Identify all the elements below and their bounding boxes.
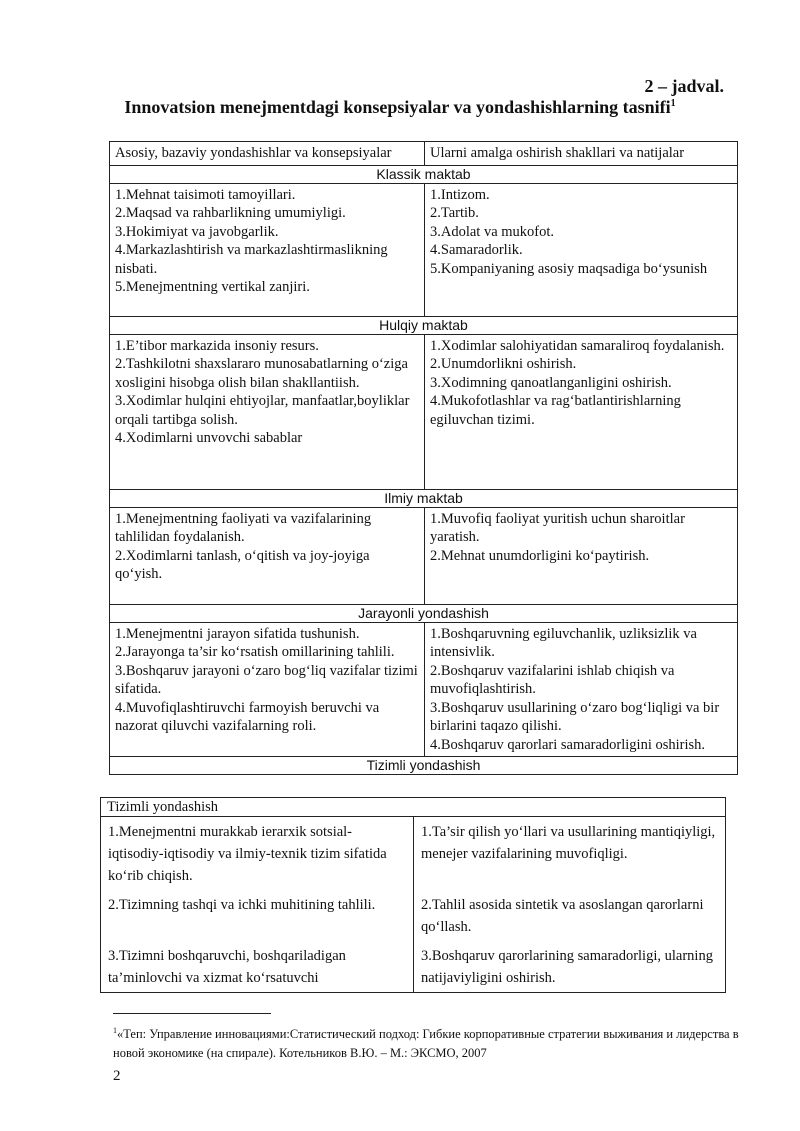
list-item: 1.E’tibor markazida insoniy resurs.	[115, 337, 319, 354]
section-row	[110, 489, 738, 507]
list-item: 2.Unumdorlikni oshirish.	[430, 356, 577, 372]
list-item: 1.Menejmentni jarayon sifatida tushunish.	[115, 625, 360, 642]
header-col1: Asosiy, bazaviy yondashishlar va konsepsiyalar	[110, 142, 425, 166]
list-item: 3.Boshqaruv jarayoni o‘zaro bog‘liq vazifalar tizimi sifatida.	[115, 662, 418, 697]
footnote-divider	[113, 1013, 271, 1014]
result-cell: 3.Boshqaruv qarorlarining samaradorligi, ularning natijaviyligini oshirish.	[414, 941, 726, 993]
result-cell	[425, 334, 738, 489]
list-item: 2.Jarayonga ta’sir ko‘rsatish omillarining tahlili.	[115, 644, 395, 660]
list-item: 1.Boshqaruvning egiluvchanlik, uzliksizlik va intensivlik.	[430, 625, 697, 660]
approach-cell	[110, 622, 425, 757]
approach-cell	[110, 334, 425, 489]
table-title	[0, 97, 800, 118]
list-item: 1.Muvofiq faoliyat yuritish uchun sharoitlar yaratish.	[430, 510, 685, 545]
section-title: Jarayonli yondashish	[110, 604, 738, 622]
list-item: 4.Markazlashtirish va markazlashtirmaslikning nisbati.	[115, 242, 388, 277]
approach-cell: 2.Tizimning tashqi va ichki muhitining tahlili.	[101, 890, 414, 941]
title-footnote-mark: 1	[670, 98, 676, 109]
section-title-tizimli: Tizimli yondashish	[110, 757, 738, 775]
header-row	[110, 142, 738, 166]
section-row-tizimli	[110, 757, 738, 775]
list-item: 2.Tartib.	[430, 205, 479, 221]
list-item: 3.Boshqaruv usullarining o‘zaro bog‘liqligi va bir birlarini taqazo qilishi.	[430, 699, 720, 734]
list-item: 3.Adolat va mukofot.	[430, 223, 555, 240]
approach-cell	[110, 507, 425, 604]
list-item: 4.Xodimlarni unvovchi sabablar	[115, 430, 303, 446]
table-label: 2 – jadval.	[644, 76, 724, 96]
footnote-text: «Теп: Управление инновациями:Статистический подход: Гибкие корпоративные стратегии выживания и лидерства в новой экономике (на спирале). Котельников В.Ю. – М.: ЭКСМО, 2007	[113, 1027, 739, 1061]
footnote-mark: 1	[113, 1026, 117, 1035]
result-cell: 2.Tahlil asosida sintetik va asoslangan qarorlarni qo‘llash.	[414, 890, 726, 941]
list-item: 3.Hokimiyat va javobgarlik.	[115, 223, 279, 240]
section-content-row	[110, 334, 738, 489]
approach-cell: 1.Menejmentni murakkab ierarxik sotsial-iqtisodiy-iqtisodiy va ilmiy-texnik tizim sifatida ko‘rib chiqish.	[101, 817, 414, 891]
list-item: 2.Mehnat unumdorligini ko‘paytirish.	[430, 547, 650, 564]
header-col2: Ularni amalga oshirish shakllari va natijalar	[425, 142, 738, 166]
tizimli-row	[101, 817, 726, 891]
concepts-table	[109, 141, 738, 775]
tizimli-row	[101, 941, 726, 993]
list-item: 5.Kompaniyaning asosiy maqsadiga bo‘ysunish	[430, 260, 708, 277]
list-item: 4.Boshqaruv qarorlari samaradorligini oshirish.	[430, 736, 706, 753]
list-item: 2.Xodimlarni tanlash, o‘qitish va joy-joyiga qo‘yish.	[115, 547, 370, 582]
footnote	[113, 1021, 743, 1063]
section-title: Hulqiy maktab	[110, 316, 738, 334]
title-text: Innovatsion menejmentdagi konsepsiyalar va yondashishlarning tasnifi	[124, 97, 671, 117]
list-item: 4.Samaradorlik.	[430, 242, 523, 258]
list-item: 5.Menejmentning vertikal zanjiri.	[115, 279, 310, 295]
list-item: 2.Boshqaruv vazifalarini ishlab chiqish va muvofiqlashtirish.	[430, 662, 675, 697]
section-title: Klassik maktab	[110, 165, 738, 183]
result-cell	[425, 507, 738, 604]
list-item: 3.Xodimlar hulqini ehtiyojlar, manfaatlar,boyliklar orqali tartibga solish.	[115, 393, 410, 428]
list-item: 4.Mukofotlashlar va rag‘batlantirishlarning egiluvchan tizimi.	[430, 393, 681, 428]
section-row	[110, 165, 738, 183]
approach-cell: 3.Tizimni boshqaruvchi, boshqariladigan ta’minlovchi va xizmat ko‘rsatuvchi	[101, 941, 414, 993]
list-item: 1.Menejmentning faoliyati va vazifalarining tahlilidan foydalanish.	[115, 510, 372, 545]
section-row	[110, 604, 738, 622]
section-content-row	[110, 507, 738, 604]
approach-cell	[110, 183, 425, 316]
section-content-row	[110, 183, 738, 316]
section-content-row	[110, 622, 738, 757]
result-cell: 1.Ta’sir qilish yo‘llari va usullarining mantiqiyligi, menejer vazifalarining muvofiqligi.	[414, 817, 726, 891]
list-item: 2.Tashkilotni shaxslararo munosabatlarning o‘ziga xosligini hisobga olish bilan shakllantiish.	[115, 356, 408, 391]
result-cell	[425, 622, 738, 757]
tizimli-header-row	[101, 798, 726, 817]
tizimli-section-title: Tizimli yondashish	[101, 798, 726, 817]
section-title: Ilmiy maktab	[110, 489, 738, 507]
section-row	[110, 316, 738, 334]
list-item: 4.Muvofiqlashtiruvchi farmoyish beruvchi va nazorat qiluvchi vazifalarning roli.	[115, 699, 380, 734]
tizimli-table	[100, 797, 726, 993]
page-number: 2	[113, 1068, 121, 1084]
list-item: 3.Xodimning qanoatlanganligini oshirish.	[430, 374, 672, 391]
result-cell	[425, 183, 738, 316]
list-item: 1.Mehnat taisimoti tamoyillari.	[115, 186, 296, 203]
tizimli-row	[101, 890, 726, 941]
list-item: 2.Maqsad va rahbarlikning umumiyligi.	[115, 205, 346, 221]
list-item: 1.Xodimlar salohiyatidan samaraliroq foydalanish.	[430, 337, 725, 354]
list-item: 1.Intizom.	[430, 186, 490, 203]
